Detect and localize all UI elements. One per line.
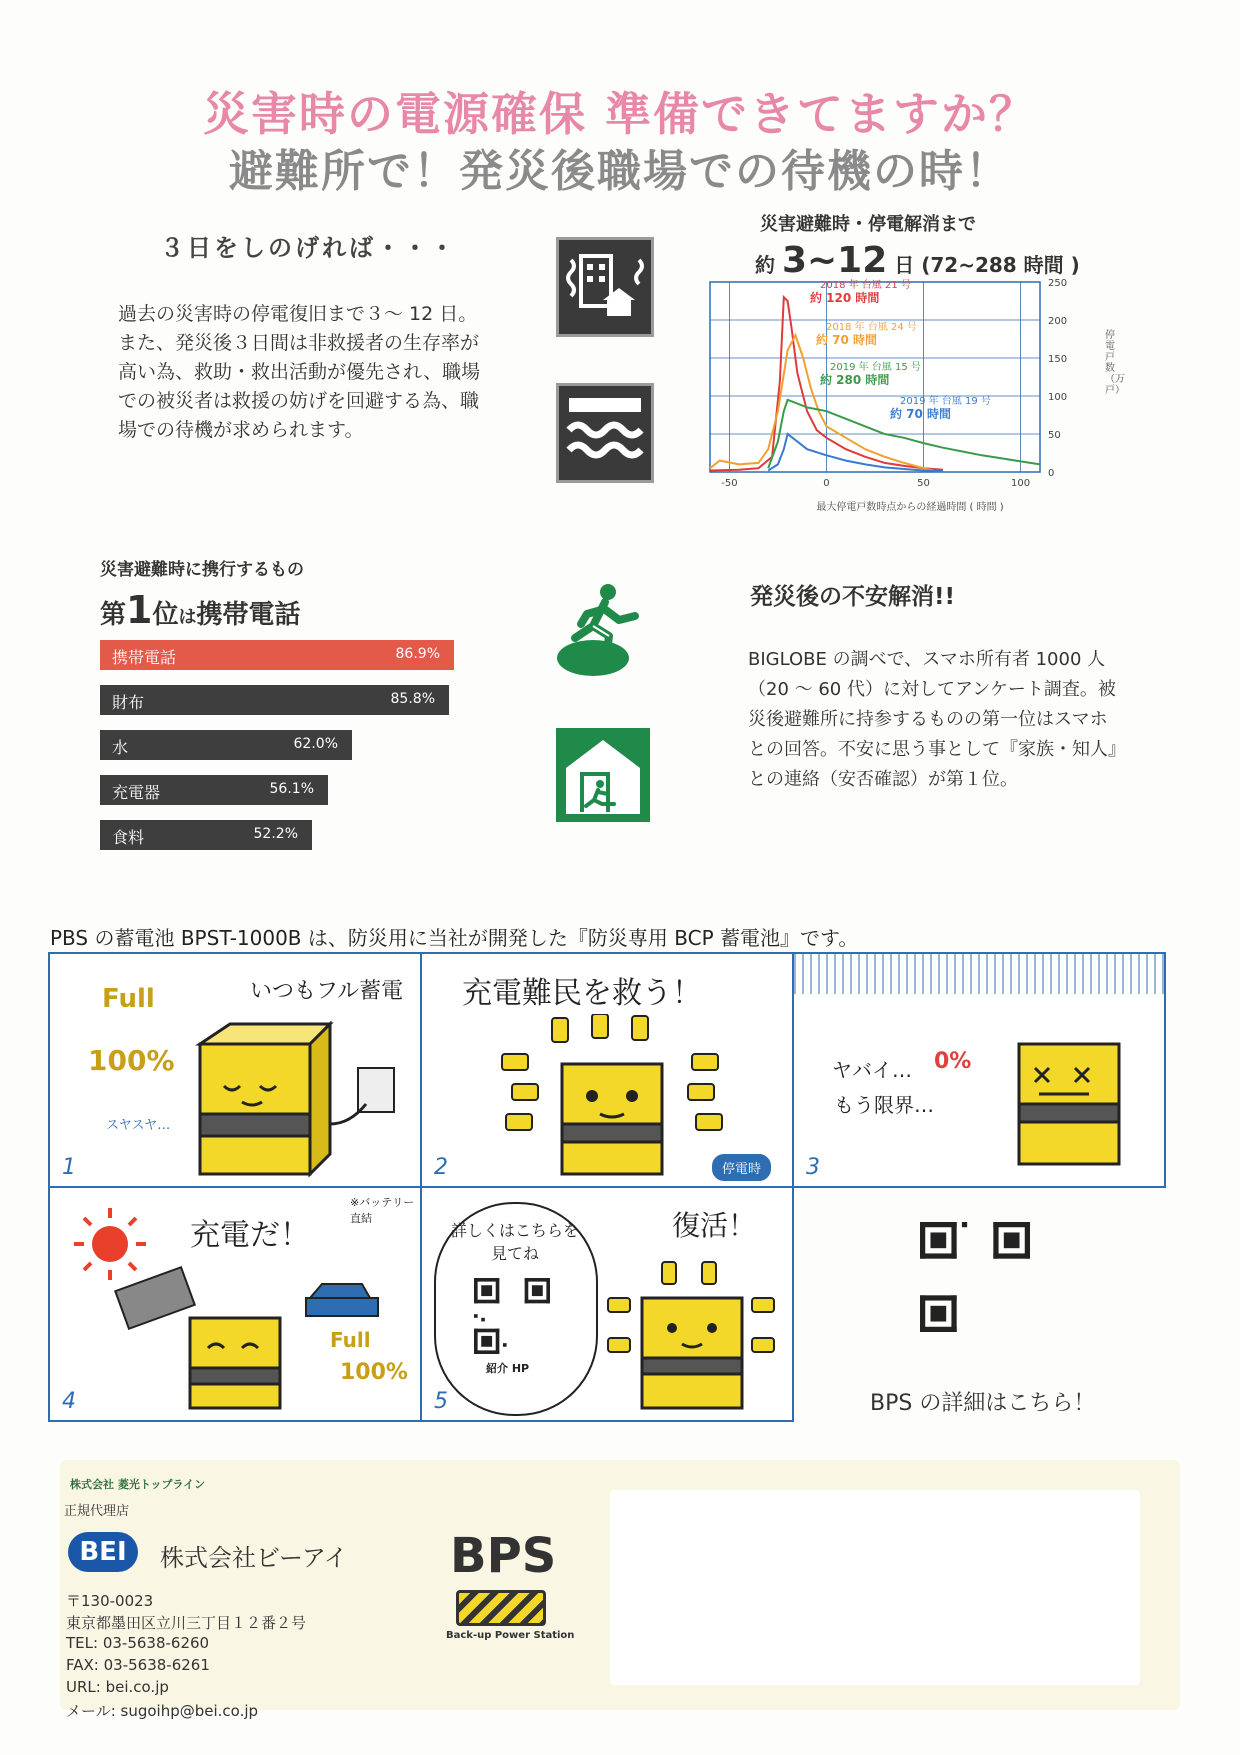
ranking-bar-value: 62.0% bbox=[293, 736, 338, 752]
chart-series-note: 約 70 時間 bbox=[816, 333, 878, 347]
chart-series-note: 約 70 時間 bbox=[890, 407, 952, 421]
tel: TEL: 03-5638-6260 bbox=[66, 1634, 210, 1652]
panel1-sleep-text: スヤスヤ… bbox=[106, 1118, 171, 1133]
chart-ytick-label: 250 bbox=[1048, 278, 1068, 289]
ranking-bar bbox=[100, 775, 328, 805]
chart-series-note: 約 280 時間 bbox=[820, 373, 890, 387]
outage-unit: 日 bbox=[894, 253, 915, 277]
panel1-number: 1 bbox=[62, 1155, 76, 1180]
fax: FAX: 03-5638-6261 bbox=[66, 1656, 210, 1674]
agent-label: 正規代理店 bbox=[64, 1504, 130, 1519]
outage-heading: 災害避難時・停電解消まで bbox=[760, 214, 976, 235]
chart-ylabel: 停電戸数（万戸） bbox=[1105, 330, 1125, 396]
headline-title: 災害時の電源確保 準備できてますか？ bbox=[202, 87, 1037, 141]
panel2-number: 2 bbox=[434, 1155, 448, 1180]
panel4-number: 4 bbox=[62, 1389, 76, 1414]
chart-xtick-label: 0 bbox=[823, 478, 830, 489]
panel4-percent: 100% bbox=[340, 1360, 408, 1385]
bps-tagline: Back-up Power Station bbox=[446, 1630, 575, 1641]
chart-series-name: 2018 年 台風 21 号 bbox=[820, 280, 911, 291]
chart-xlabel: 最大停電戸数時点からの経過時間 ( 時間 ) bbox=[816, 502, 1004, 513]
panel4-note: ※バッテリー直結 bbox=[350, 1196, 415, 1225]
panel4-caption: 充電だ！ bbox=[190, 1218, 310, 1253]
zip-code: 〒130-0023 bbox=[66, 1592, 154, 1610]
battery-character-tired bbox=[999, 1024, 1159, 1184]
power-outage-badge: 停電時 bbox=[712, 1154, 771, 1181]
intro-paragraph: 過去の災害時の停電復旧まで３～ 12 日。また、発災後３日間は非救援者の生存率が高い為、救助・救出活動が優先され、職場での被災者は救援の妨げを回避する為、職場での待機が求められます。 bbox=[118, 303, 481, 441]
evacuation-running-person-icon bbox=[553, 580, 653, 680]
panel3-text2: もう限界… bbox=[834, 1093, 934, 1117]
chart-ytick-label: 200 bbox=[1048, 316, 1068, 327]
url[interactable]: URL: bei.co.jp bbox=[66, 1678, 169, 1696]
panel3-text1: ヤバイ… bbox=[832, 1058, 912, 1082]
chart-ytick-label: 150 bbox=[1048, 354, 1068, 365]
chart-ytick-label: 0 bbox=[1048, 468, 1055, 479]
address: 東京都墨田区立川三丁目１２番２号 bbox=[66, 1614, 307, 1632]
chart-xtick-label: 50 bbox=[917, 478, 930, 489]
brand-logo: 株式会社 菱光トップライン bbox=[70, 1478, 206, 1491]
ranking-bar bbox=[100, 685, 449, 715]
panel5-bubble-text: 詳しくはこちらを見てね bbox=[450, 1221, 579, 1263]
ranking-bar-label: 充電器 bbox=[112, 783, 161, 802]
bps-qr-code[interactable] bbox=[920, 1222, 1030, 1332]
email[interactable]: メール: sugoihp@bei.co.jp bbox=[66, 1702, 259, 1720]
panel1-caption: いつもフル蓄電 bbox=[250, 979, 404, 1004]
ranking-heading: 災害避難時に携行するもの bbox=[100, 560, 304, 580]
rank-item: 携帯電話 bbox=[196, 600, 301, 630]
ranking-bar-value: 85.8% bbox=[390, 691, 435, 707]
emergency-exit-icon bbox=[556, 728, 650, 822]
ranking-bar bbox=[100, 820, 312, 850]
chart-series-name: 2018 年 台風 24 号 bbox=[826, 322, 917, 333]
ranking-bar-label: 食料 bbox=[112, 828, 145, 847]
rank-number: 1 bbox=[126, 588, 153, 632]
comic-panel-5 bbox=[420, 1186, 794, 1422]
chart-series-name: 2019 年 台風 19 号 bbox=[900, 396, 991, 407]
panel5-number: 5 bbox=[434, 1389, 448, 1414]
outage-hours: (72~288 時間 ) bbox=[921, 253, 1080, 277]
company-name: 株式会社ビーアイ bbox=[160, 1544, 348, 1572]
rank-prefix: 第 bbox=[100, 600, 127, 630]
comic-panel-3 bbox=[792, 952, 1166, 1188]
blank-stamp-area bbox=[610, 1490, 1140, 1685]
panel5-hp-label: 紹介 HP bbox=[486, 1362, 530, 1375]
comic-panel-4 bbox=[48, 1186, 422, 1422]
comic-panel-2 bbox=[420, 952, 794, 1188]
chart-ytick-label: 50 bbox=[1048, 430, 1061, 441]
product-intro: PBS の蓄電池 BPST-1000B は、防災用に当社が開発した『防災専用 BCP 蓄電池』です。 bbox=[50, 926, 859, 950]
battery-character-sleeping bbox=[190, 1014, 410, 1184]
rain-lines bbox=[794, 954, 1166, 994]
chart-xtick-label: -50 bbox=[721, 478, 738, 489]
bps-logo: BPS bbox=[450, 1528, 557, 1584]
outage-days-number: 3~12 bbox=[781, 240, 888, 281]
panel4-full-text: Full bbox=[330, 1328, 371, 1352]
chart-series-note: 約 120 時間 bbox=[810, 291, 880, 305]
outage-prefix: 約 bbox=[755, 253, 775, 277]
ranking-bar-label: 携帯電話 bbox=[112, 648, 177, 667]
ranking-first-place bbox=[100, 588, 301, 632]
earthquake-building-icon bbox=[556, 237, 654, 337]
bei-logo: BEI bbox=[68, 1532, 138, 1572]
rank-particle: は bbox=[178, 607, 197, 628]
battery-character-revived bbox=[602, 1258, 782, 1418]
panel5-caption: 復活！ bbox=[672, 1209, 757, 1242]
three-days-heading: ３日をしのげれば・・・ bbox=[160, 234, 457, 262]
ranking-bar-label: 水 bbox=[112, 738, 129, 757]
panel2-caption: 充電難民を救う！ bbox=[462, 976, 702, 1011]
ranking-bar bbox=[100, 730, 352, 760]
battery-character-with-phones bbox=[492, 1014, 732, 1184]
headline-subtitle: 避難所で！発災後職場での待機の時！ bbox=[229, 146, 1011, 197]
ranking-bar-label: 財布 bbox=[112, 693, 145, 712]
ranking-bar-value: 86.9% bbox=[395, 646, 440, 662]
anxiety-paragraph: BIGLOBE の調べで、スマホ所有者 1000 人（20 ～ 60 代）に対してアンケート調査。被災後避難所に持参するものの第一位はスマホとの回答。不安に思う事として『家族・知人』との連絡（安否確認）が第１位。 bbox=[748, 649, 1117, 790]
rank-unit: 位 bbox=[152, 600, 179, 630]
panel1-percent: 100% bbox=[88, 1044, 175, 1077]
panel1-full-text: Full bbox=[102, 984, 155, 1014]
ranking-bar-value: 56.1% bbox=[269, 781, 314, 797]
chart-xtick-label: 100 bbox=[1011, 478, 1031, 489]
battery-icon bbox=[456, 1590, 546, 1626]
outage-line-chart bbox=[700, 270, 1120, 520]
panel3-number: 3 bbox=[806, 1155, 820, 1180]
flood-wave-icon bbox=[556, 383, 654, 483]
comic-panel-1 bbox=[48, 952, 422, 1188]
hp-qr-code[interactable] bbox=[474, 1278, 550, 1354]
ranking-bar bbox=[100, 640, 454, 670]
panel3-percent: 0% bbox=[934, 1049, 972, 1074]
bps-detail-link-text[interactable]: BPS の詳細はこちら！ bbox=[870, 1391, 1096, 1416]
anxiety-heading: 発災後の不安解消!! bbox=[750, 584, 955, 610]
chart-series-name: 2019 年 台風 15 号 bbox=[830, 362, 921, 373]
ranking-bar-value: 52.2% bbox=[253, 826, 298, 842]
chart-ytick-label: 100 bbox=[1048, 392, 1068, 403]
